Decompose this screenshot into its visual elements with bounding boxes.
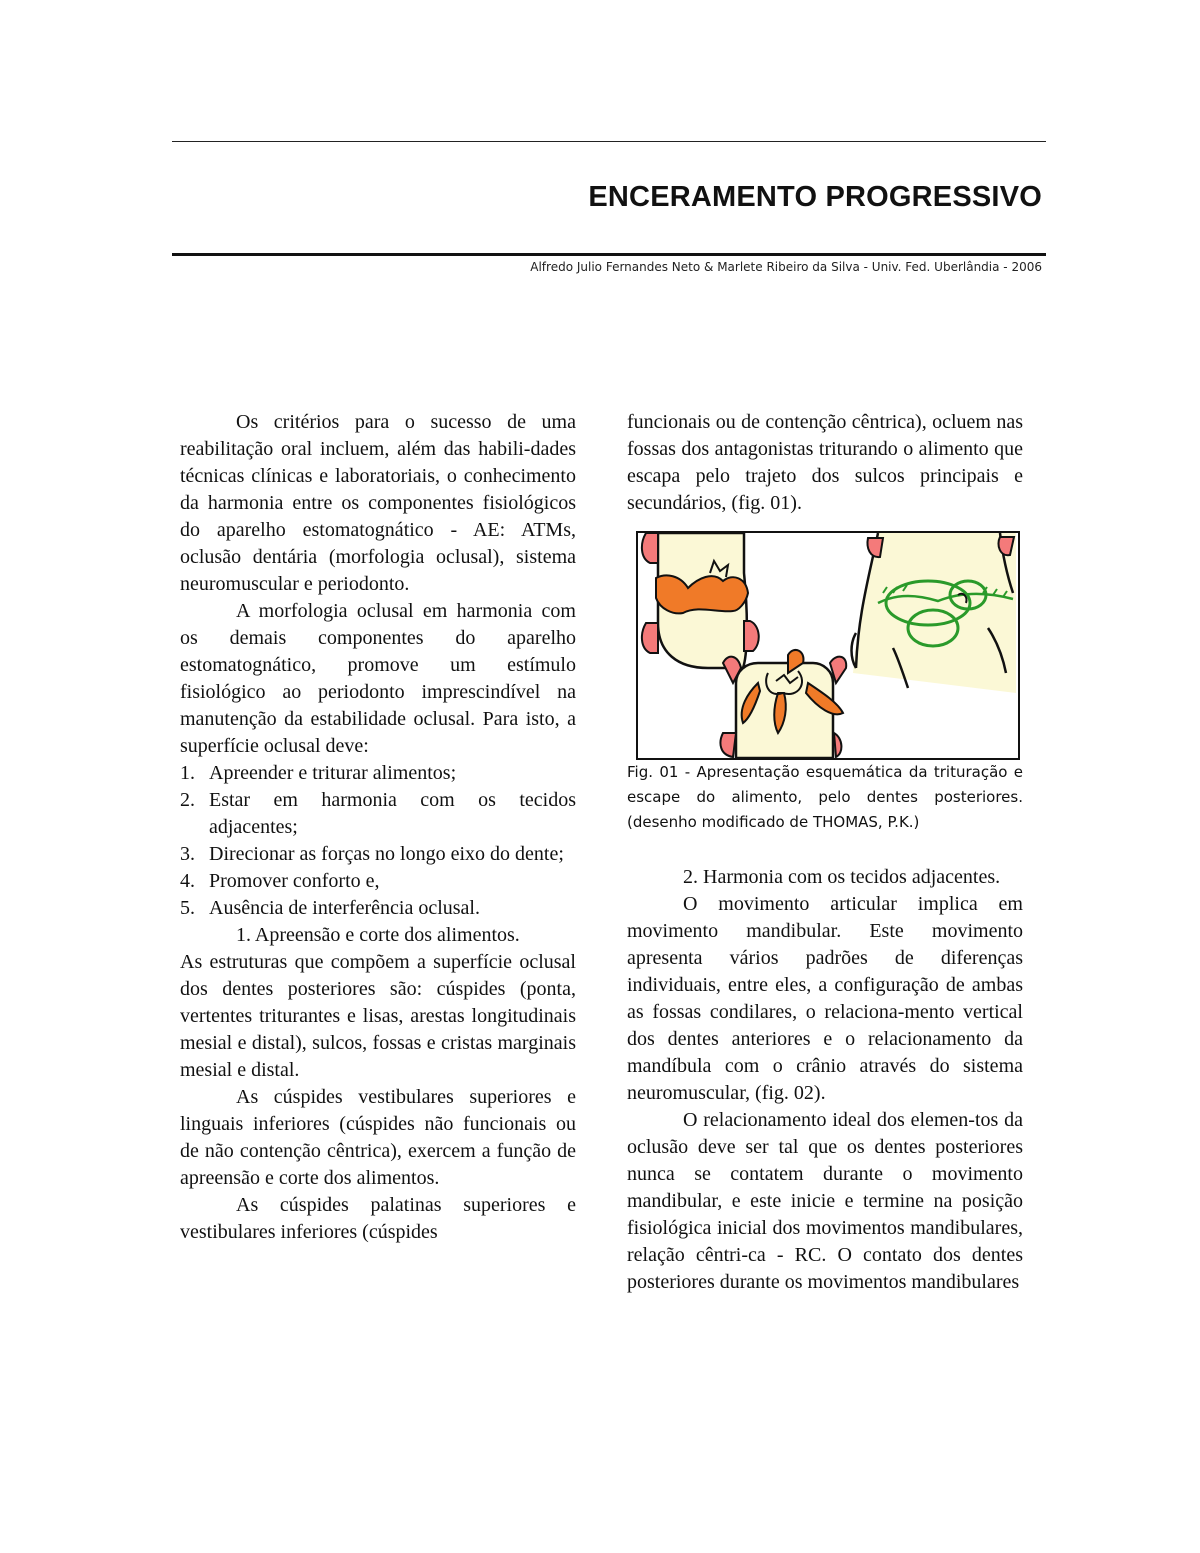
list-text: Direcionar as forças no longo eixo do dente; [209, 843, 564, 865]
list-text: Apreender e triturar alimentos; [209, 762, 457, 784]
paragraph: O movimento articular implica em movimento mandibular. Este movimento apresenta vários padrões de diferenças individuais, entre eles, a configuração de ambas as fossas condilares, o relaciona-mento vertical dos dentes anteriores e o relacionamento da mandíbula com o crânio através do sistema neuromuscular, (fig. 02). [627, 893, 1023, 1104]
list-number: 5. [180, 897, 195, 919]
upper-left-tooth [642, 533, 759, 668]
figure-caption: Fig. 01 - Apresentação esquemática da trituração e escape do alimento, pelo dentes posteriores. (desenho modificado de THOMAS, P.K.) [627, 763, 1023, 831]
section-heading: 1. Apreensão e corte dos alimentos. [236, 924, 520, 946]
paragraph: As cúspides palatinas superiores e vestibulares inferiores (cúspides [180, 1194, 576, 1243]
paragraph: As estruturas que compõem a superfície oclusal dos dentes posteriores são: cúspides (ponta, vertentes triturantes e lisas, arestas longitudinais mesial e distal), sulcos, fossas e cristas marginais mesial e distal. [180, 951, 576, 1081]
lower-tooth [720, 650, 846, 758]
figure-01 [636, 531, 1020, 760]
paragraph: funcionais ou de contenção cêntrica), ocluem nas fossas dos antagonistas triturando o alimento que escapa pelo trajeto dos sulcos principais e secundários, (fig. 01). [627, 411, 1023, 514]
title-rule [172, 253, 1046, 256]
authors-line: Alfredo Julio Fernandes Neto & Marlete Ribeiro da Silva - Univ. Fed. Uberlândia - 2006 [530, 260, 1042, 274]
paragraph: Os critérios para o sucesso de uma reabilitação oral incluem, além das habili-dades técnicas clínicas e laboratoriais, o conhecimento da harmonia entre os componentes fisiológicos do aparelho estomatognático - AE: ATMs, oclusão dentária (morfologia oclusal), sistema neuromuscular e periodonto. [180, 411, 576, 595]
list-text: Ausência de interferência oclusal. [209, 897, 480, 919]
right-tooth-pair [852, 533, 1017, 693]
left-column [180, 409, 576, 1246]
criteria-list [180, 760, 576, 922]
paragraph: As cúspides vestibulares superiores e linguais inferiores (cúspides não funcionais ou de não contenção cêntrica), exercem a função de apreensão e corte dos alimentos. [180, 1086, 576, 1189]
list-item [180, 760, 576, 787]
right-column [627, 409, 1023, 1296]
section-heading: 2. Harmonia com os tecidos adjacentes. [683, 866, 1001, 888]
page-title: ENCERAMENTO PROGRESSIVO [588, 181, 1042, 213]
paragraph: O relacionamento ideal dos elemen-tos da oclusão deve ser tal que os dentes posteriores nunca se contatem durante o movimento mandibular, e este inicie e termine na posição fisiológica inicial dos movimentos mandibulares, relação cêntri-ca - RC. O contato dos dentes posteriores durante os movimentos mandibulares [627, 1109, 1023, 1293]
tooth-trituration-illustration [638, 533, 1018, 758]
paragraph: A morfologia oclusal em harmonia com os demais componentes do aparelho estomatognático, promove um estímulo fisiológico ao periodonto imprescindível na manutenção da estabilidade oclusal. Para isto, a superfície oclusal deve: [180, 600, 576, 757]
top-rule [172, 141, 1046, 142]
list-item [180, 895, 576, 922]
list-text: Estar em harmonia com os tecidos adjacentes; [209, 789, 576, 838]
list-item [180, 868, 576, 895]
list-text: Promover conforto e, [209, 870, 380, 892]
list-item [180, 841, 576, 868]
list-item [180, 787, 576, 841]
list-number: 1. [180, 762, 195, 784]
list-number: 2. [180, 789, 195, 811]
list-number: 3. [180, 843, 195, 865]
list-number: 4. [180, 870, 195, 892]
